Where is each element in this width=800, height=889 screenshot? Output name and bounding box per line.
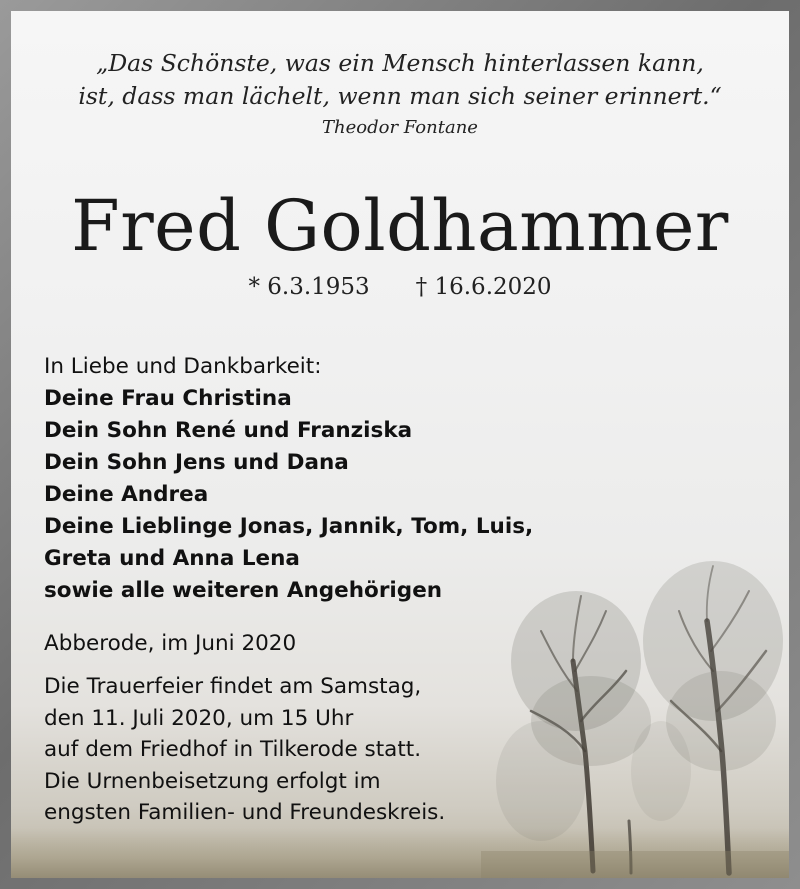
quote-text [11, 47, 789, 113]
mourner-line: sowie alle weiteren Angehörigen [44, 578, 443, 603]
mourner-line: Dein Sohn Jens und Dana [44, 450, 349, 475]
mourner-line: Deine Andrea [44, 482, 209, 507]
funeral-line: engsten Familien- und Freundeskreis. [44, 800, 446, 825]
funeral-line: den 11. Juli 2020, um 15 Uhr [44, 705, 354, 731]
mourners-list [44, 351, 604, 607]
obituary-card [11, 11, 789, 878]
place-date: Abberode, im Juni 2020 [44, 631, 297, 656]
quote-line: „Das Schönste, was ein Mensch hinterlassen kann, [96, 49, 704, 77]
funeral-info [44, 671, 445, 829]
death-date: † 16.6.2020 [415, 274, 552, 300]
life-dates [11, 274, 789, 300]
deceased-name: Fred Goldhammer [71, 185, 729, 267]
quote-line: ist, dass man lächelt, wenn man sich seiner erinnert.“ [78, 82, 722, 110]
funeral-line: auf dem Friedhof in Tilkerode statt. [44, 737, 422, 762]
funeral-line: Die Urnenbeisetzung erfolgt im [44, 768, 381, 794]
funeral-line: Die Trauerfeier findet am Samstag, [44, 674, 422, 699]
mourner-line: Deine Lieblinge Jonas, Jannik, Tom, Luis, [44, 514, 534, 539]
mourners-intro: In Liebe und Dankbarkeit: [44, 354, 322, 379]
mourner-line: Deine Frau Christina [44, 386, 292, 411]
quote-author: Theodor Fontane [322, 117, 478, 138]
mourner-line: Greta und Anna Lena [44, 546, 300, 571]
birth-date: * 6.3.1953 [248, 274, 370, 300]
mourner-line: Dein Sohn René und Franziska [44, 418, 413, 443]
